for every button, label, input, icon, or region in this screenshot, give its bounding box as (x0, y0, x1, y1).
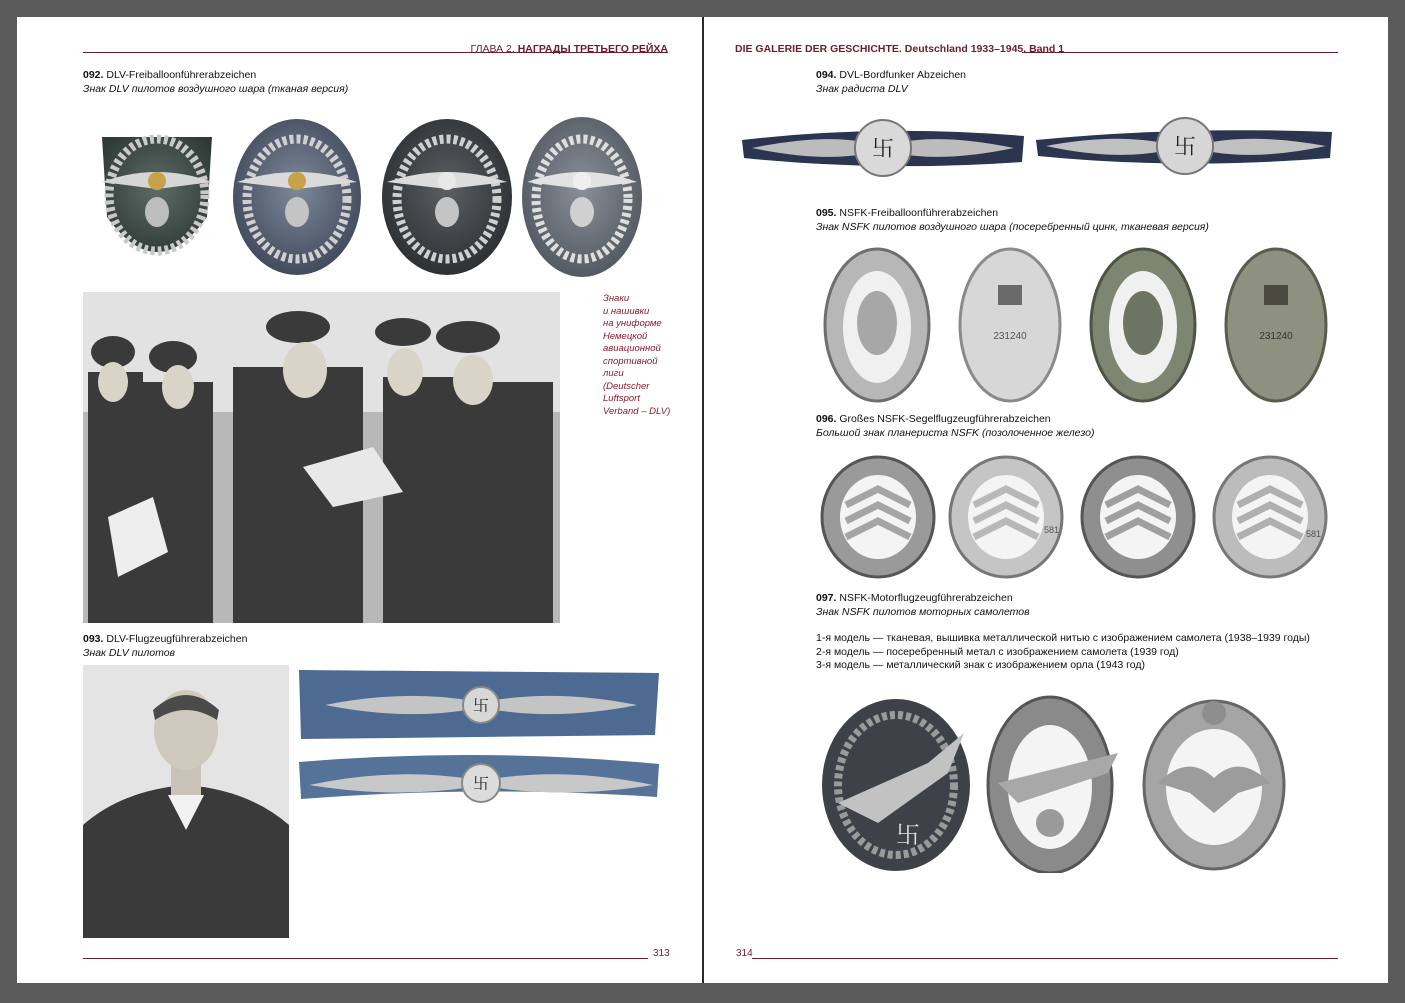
nsfk-glider-badges (820, 453, 1340, 583)
note-line: авиационной (603, 343, 661, 354)
note-line: Luftsport (603, 393, 640, 404)
svg-text:卐: 卐 (1173, 135, 1197, 160)
item-title: DVL-Bordfunker Abzeichen (839, 69, 967, 81)
model-variants-list (816, 632, 1310, 673)
nsfk-motor-pilot-badges (818, 693, 1298, 873)
badge-092-4 (522, 117, 642, 277)
variant-line: 3-я модель — металлический знак с изображением орла (1943 год) (816, 659, 1146, 671)
item-number: 097. (816, 592, 837, 604)
badge-095-front-silver (825, 249, 929, 401)
pilot-wing-badges (295, 667, 663, 807)
item-translation: Знак DLV пилотов воздушного шара (тканая версия) (83, 83, 349, 95)
badge-096-3 (1082, 457, 1194, 577)
radio-operator-badges (740, 112, 1360, 187)
item-number: 095. (816, 207, 837, 219)
caption-092 (83, 68, 348, 96)
caption-097 (816, 591, 1030, 619)
badge-092-3 (382, 119, 512, 275)
badge-095-back-dark (1226, 249, 1326, 401)
badge-096-2 (950, 457, 1062, 577)
variant-line: 2-я модель — посеребренный метал с изображением самолета (1939 год) (816, 645, 1179, 658)
badge-097-metal-plane (988, 697, 1118, 873)
item-number: 096. (816, 413, 837, 425)
balloon-badges-row (87, 117, 647, 287)
book-title: DIE GALERIE DER GESCHICHTE. (735, 43, 902, 55)
badge-095-front-dark (1091, 249, 1195, 401)
badge-097-metal-eagle (1144, 701, 1284, 869)
left-page (17, 17, 702, 983)
item-title: DLV-Freiballoonführerabzeichen (106, 69, 257, 81)
right-page (704, 17, 1388, 983)
portrait-silhouette (83, 665, 289, 938)
note-line: Немецкой (603, 330, 648, 342)
group-photo-officers (83, 292, 560, 623)
running-head (735, 43, 1064, 55)
page-number: 313 (653, 948, 670, 959)
chapter-label: ГЛАВА 2. (470, 43, 515, 55)
badge-093-2 (299, 755, 659, 802)
item-title: DLV-Flugzeugführerabzeichen (106, 633, 248, 645)
maker-mark: 581 (1306, 529, 1322, 539)
page-number: 314 (736, 948, 753, 959)
item-translation: Знак NSFK пилотов моторных самолетов (816, 606, 1030, 618)
note-line: и нашивки (603, 305, 650, 317)
footer-rule (752, 958, 1338, 959)
svg-text:卐: 卐 (472, 696, 490, 715)
maker-mark: 231240 (993, 331, 1027, 342)
badge-093-1 (299, 670, 659, 739)
note-line: спортивной (603, 355, 658, 367)
item-title: NSFK-Freiballoonführerabzeichen (839, 207, 999, 219)
item-title: NSFK-Motorflugzeugführerabzeichen (839, 592, 1013, 604)
item-translation: Знак NSFK пилотов воздушного шара (посеребренный цинк, тканевая версия) (816, 221, 1209, 233)
footer-rule (83, 958, 648, 959)
badge-096-1 (822, 457, 934, 577)
running-head (470, 43, 668, 55)
badge-094-2 (1036, 118, 1332, 174)
badge-097-cloth (822, 699, 970, 871)
caption-095 (816, 206, 1209, 234)
badge-092-1 (102, 137, 212, 252)
note-line: на униформе (603, 318, 662, 329)
note-line: Verband – DLV) (603, 405, 671, 417)
item-translation: Знак DLV пилотов (83, 647, 176, 659)
svg-text:卐: 卐 (472, 774, 490, 793)
note-line: (Deutscher (603, 380, 650, 392)
badge-092-2 (233, 119, 361, 275)
caption-094 (816, 68, 966, 96)
note-line: лиги (603, 368, 624, 379)
item-translation: Знак радиста DLV (816, 83, 908, 95)
chapter-title: НАГРАДЫ ТРЕТЬЕГО РЕЙХА (517, 43, 668, 55)
maker-mark: 581 (1044, 525, 1060, 535)
note-line: Знаки (603, 293, 630, 304)
portrait-photo-pilot (83, 665, 289, 938)
nsfk-balloon-badges (820, 245, 1340, 405)
badge-094-1 (742, 120, 1024, 176)
officers-silhouettes (83, 292, 560, 623)
volume-title: Deutschland 1933–1945. Band 1 (904, 43, 1065, 55)
item-number: 094. (816, 69, 837, 81)
caption-093 (83, 632, 247, 660)
svg-text:卐: 卐 (896, 821, 920, 849)
badge-095-back-silver (960, 249, 1060, 401)
item-translation: Большой знак планериста NSFK (позолоченное железо) (816, 427, 1095, 439)
photo-sidenote (603, 293, 670, 418)
item-number: 092. (83, 69, 104, 81)
maker-mark: 231240 (1259, 331, 1293, 342)
book-spread (17, 17, 1388, 983)
caption-096 (816, 412, 1095, 440)
variant-line: 1-я модель — тканевая, вышивка металлической нитью с изображением самолета (1938–1939 годы) (816, 632, 1310, 644)
header-rule (1022, 52, 1338, 53)
item-number: 093. (83, 633, 104, 645)
item-title: Großes NSFK-Segelflugzeugführerabzeichen (839, 413, 1051, 425)
svg-text:卐: 卐 (871, 137, 895, 162)
badge-096-4 (1214, 457, 1326, 577)
